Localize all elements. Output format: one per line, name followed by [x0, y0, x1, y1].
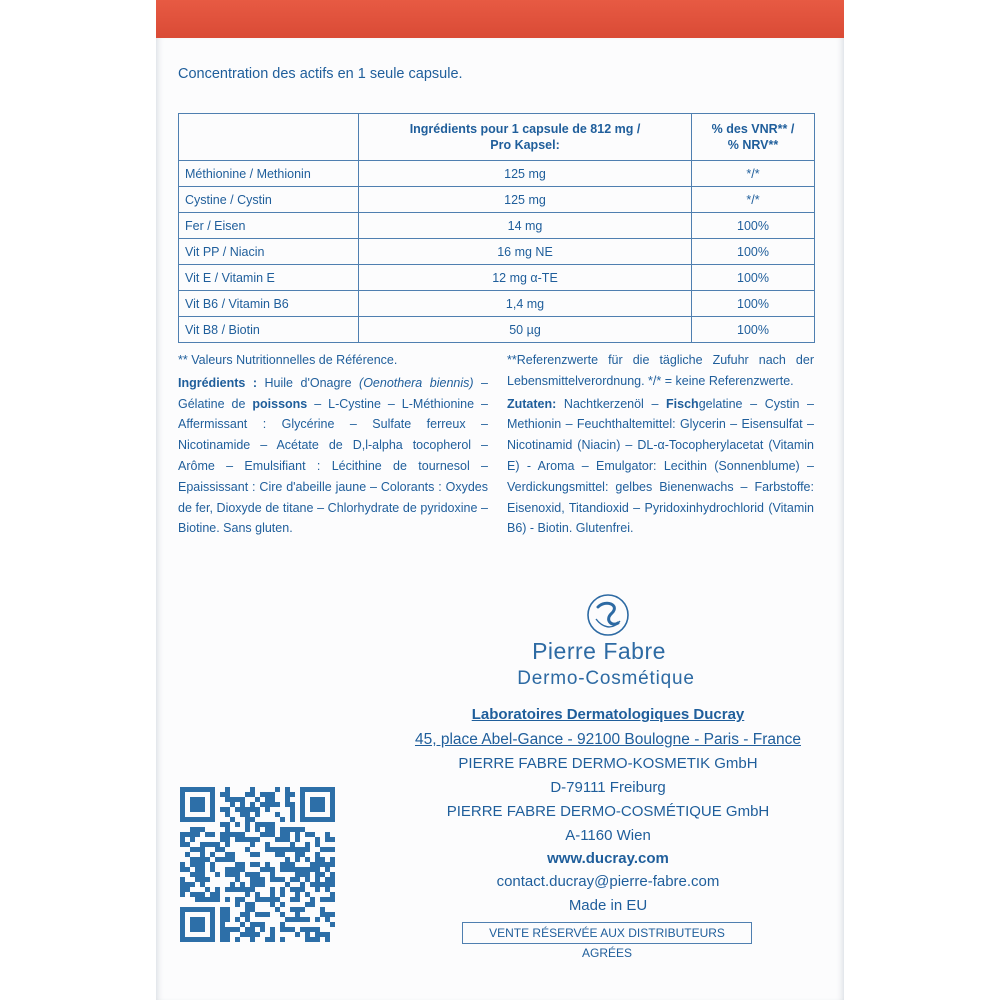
email-link[interactable]: contact.ducray@pierre-fabre.com — [496, 873, 720, 890]
nutrient-name: Cystine / Cystin — [179, 187, 359, 213]
nutrient-nrv: 100% — [692, 291, 815, 317]
nrv-note-de: **Referenzwerte für die tägliche Zufuhr nach der Lebensmittelverordnung. */* = keine Referenzwerte. — [507, 353, 814, 388]
table-row — [179, 161, 815, 187]
nutrient-nrv: 100% — [692, 265, 815, 291]
company-name: Laboratoires Dermatologiques Ducray — [471, 706, 745, 723]
nutrient-nrv: 100% — [692, 317, 815, 343]
ingredients-text-de — [507, 394, 814, 540]
nutrient-nrv: */* — [692, 161, 815, 187]
de-company: PIERRE FABRE DERMO-KOSMETIK GmbH — [458, 755, 758, 772]
table-row — [179, 265, 815, 291]
french-ingredients — [178, 350, 488, 539]
zutaten-part: Nachtkerzenöl – — [556, 396, 667, 411]
nutrient-amount: 50 µg — [359, 317, 692, 343]
at-city: A-1160 Wien — [565, 827, 651, 844]
nutrient-amount: 16 mg NE — [359, 239, 692, 265]
table-header-row — [179, 114, 815, 161]
nutrient-name: Méthionine / Methionin — [179, 161, 359, 187]
concentration-heading: Concentration des actifs en 1 seule capsule. — [178, 66, 463, 82]
nutrition-table — [178, 113, 815, 343]
pierre-fabre-logo-icon — [586, 593, 630, 637]
german-ingredients — [507, 350, 814, 539]
nutrient-amount: 14 mg — [359, 213, 692, 239]
allergen-bold: Fisch — [666, 396, 699, 411]
nutrient-amount: 12 mg α-TE — [359, 265, 692, 291]
brand-division: Dermo-Cosmétique — [517, 668, 695, 689]
de-city: D-79111 Freiburg — [550, 779, 666, 796]
website-link[interactable]: www.ducray.com — [547, 850, 669, 867]
ingredients-label: Ingrédients : — [178, 375, 258, 390]
table-header-cell — [179, 114, 359, 161]
nutrient-nrv: */* — [692, 187, 815, 213]
red-top-band — [156, 0, 844, 40]
qr-code-icon — [180, 787, 335, 942]
nutrient-nrv: 100% — [692, 213, 815, 239]
zutaten-label: Zutaten: — [507, 396, 557, 411]
ingredients-text-fr — [178, 373, 488, 539]
ingredients-part: Huile d'Onagre — [257, 375, 360, 390]
company-address: 45, place Abel-Gance - 92100 Boulogne - Paris - France — [414, 731, 801, 748]
allergen-bold: poissons — [252, 396, 308, 411]
table-row — [179, 187, 815, 213]
table-header-ingredients: Ingrédients pour 1 capsule de 812 mg / Pro Kapsel: — [359, 114, 692, 161]
distribution-notice: VENTE RÉSERVÉE AUX DISTRIBUTEURS AGRÉES — [462, 922, 752, 944]
table-row — [179, 213, 815, 239]
nutrient-name: Vit B6 / Vitamin B6 — [179, 291, 359, 317]
nutrient-name: Vit PP / Niacin — [179, 239, 359, 265]
nutrient-name: Vit E / Vitamin E — [179, 265, 359, 291]
nrv-note-fr: ** Valeurs Nutritionnelles de Référence. — [178, 353, 398, 367]
table-row — [179, 317, 815, 343]
nutrient-amount: 1,4 mg — [359, 291, 692, 317]
zutaten-part: gelatine – Cystin – Methionin – Feuchthaltemittel: Glycerin – Eisensulfat – Nicotinamid (Niacin) – DL-α-Tocopherylacetat (Vitamin E) - Aroma – Emulgator: Lecithin (Sonnenblume) – Verdickungsmittel: gelbes Bienenwachs – Farbstoffe: Eisenoxid, Titandioxid – Pyridoxinhydrochlorid (Vitamin B6) - Biotin. Glutenfrei. — [507, 396, 814, 536]
nutrient-amount: 125 mg — [359, 187, 692, 213]
brand-name: Pierre Fabre — [532, 638, 666, 664]
table-row — [179, 239, 815, 265]
nutrient-name: Vit B8 / Biotin — [179, 317, 359, 343]
nutrient-name: Fer / Eisen — [179, 213, 359, 239]
made-in: Made in EU — [568, 897, 648, 914]
latin-name: (Oenothera biennis) — [359, 375, 474, 390]
table-row — [179, 291, 815, 317]
nutrient-amount: 125 mg — [359, 161, 692, 187]
table-header-nrv: % des VNR** / % NRV** — [692, 114, 815, 161]
nutrient-nrv: 100% — [692, 239, 815, 265]
at-company: PIERRE FABRE DERMO-COSMÉTIQUE GmbH — [446, 803, 770, 820]
ingredients-part: – Gélatine de — [178, 375, 488, 411]
ingredients-part: – L-Cystine – L-Méthionine – Affermissant : Glycérine – Sulfate ferreux – Nicotinamide – Acétate de D,l-alpha tocopherol – Arôme – Emulsifiant : Lécithine de tournesol – Epaississant : Cire d'abeille jaune – Colorants : Oxydes de fer, Dioxyde de titane – Chlorhydrate de pyridoxine – Biotine. Sans gluten. — [178, 396, 488, 536]
